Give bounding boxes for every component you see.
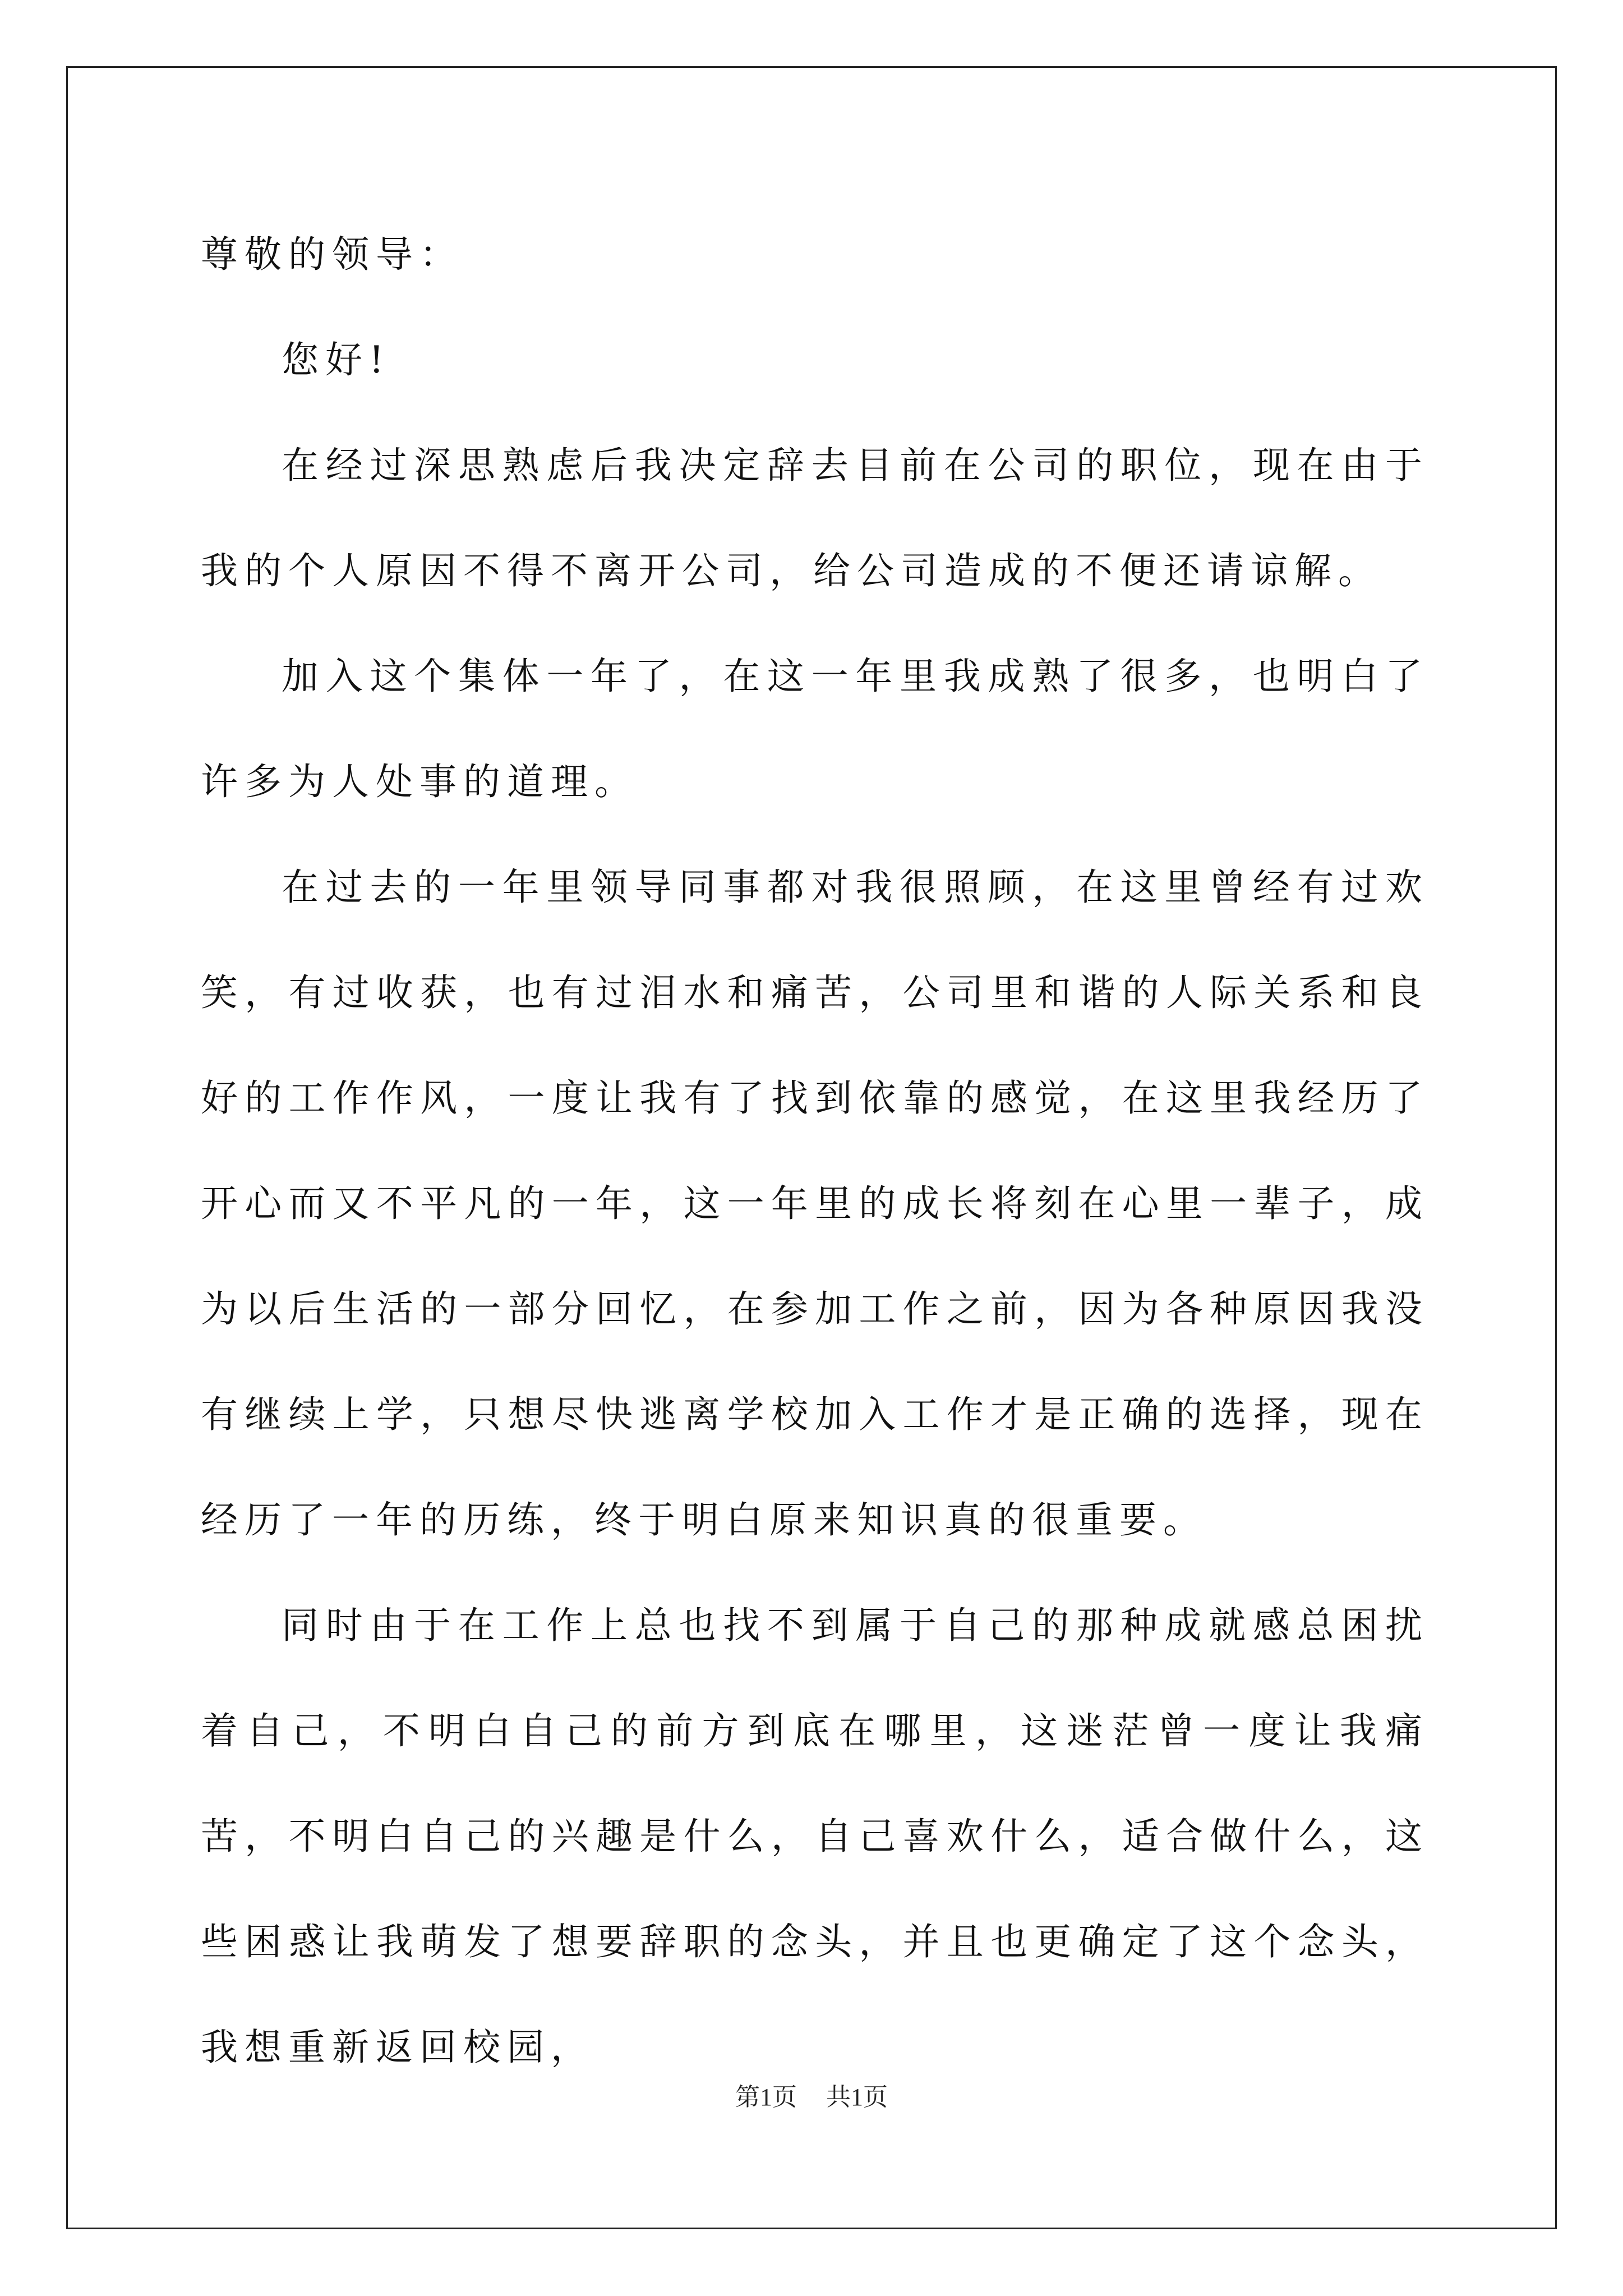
paragraph-3: 在过去的一年里领导同事都对我很照顾，在这里曾经有过欢笑，有过收获，也有过泪水和痛苦，公司里和谐的人际关系和良好的工作作风，一度让我有了找到依靠的感觉，在这里我经历了开心而又不平凡的一年，这一年里的成长将刻在心里一辈子，成为以后生活的一部分回忆，在参加工作之前，因为各种原因我没有继续上学，只想尽快逃离学校加入工作才是正确的选择，现在经历了一年的历练，终于明白原来知识真的很重要。 xyxy=(201,866,1429,1542)
letter-body xyxy=(201,202,1429,2100)
page-number-total: 共1页 xyxy=(826,2083,888,2111)
salutation: 尊敬的领导： xyxy=(201,233,463,276)
paragraph-2: 加入这个集体一年了，在这一年里我成熟了很多，也明白了许多为人处事的道理。 xyxy=(201,655,1429,803)
paragraph-4: 同时由于在工作上总也找不到属于自己的那种成就感总困扰着自己，不明白自己的前方到底在哪里，这迷茫曾一度让我痛苦，不明白自己的兴趣是什么，自己喜欢什么，适合做什么，这些困惑让我萌发了想要辞职的念头，并且也更确定了这个念头，我想重新返回校园， xyxy=(201,1604,1429,2069)
paragraph-1: 在经过深思熟虑后我决定辞去目前在公司的职位，现在由于我的个人原因不得不离开公司，给公司造成的不便还请谅解。 xyxy=(201,444,1429,592)
greeting: 您好! xyxy=(282,338,391,381)
page-number-current: 第1页 xyxy=(735,2083,797,2111)
page-footer xyxy=(0,2077,1623,2113)
